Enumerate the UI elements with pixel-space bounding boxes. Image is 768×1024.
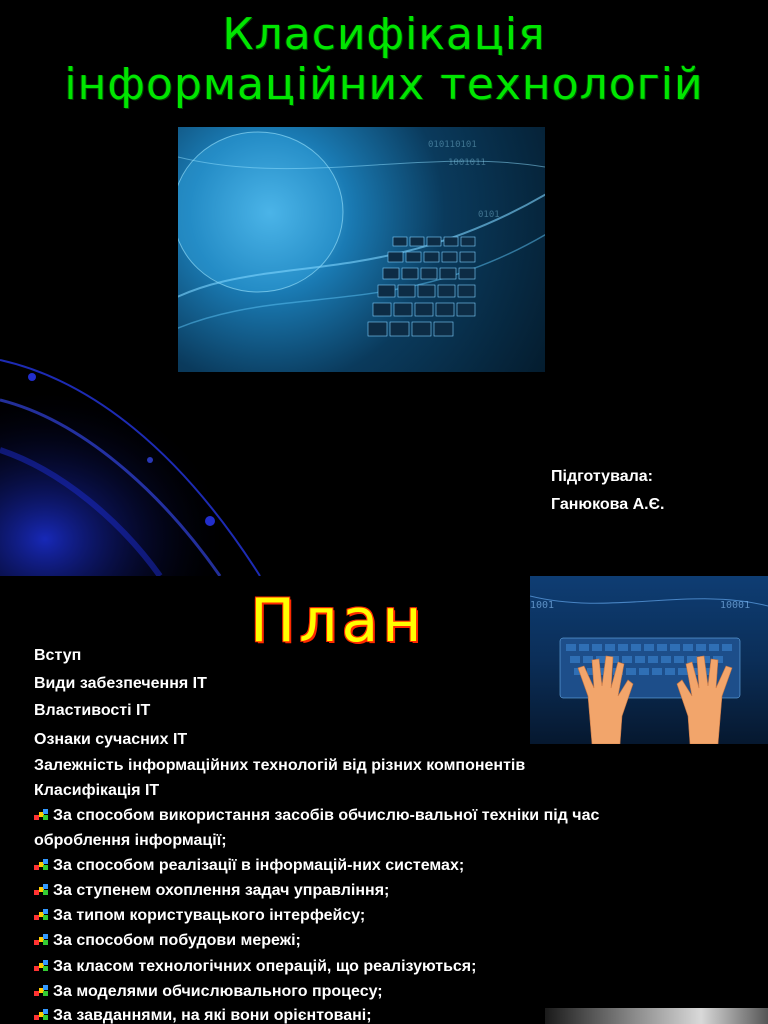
svg-text:0101: 0101 bbox=[478, 210, 500, 220]
globe-keyboard-image bbox=[178, 127, 545, 372]
author-name: Ганюкова А.Є. bbox=[551, 496, 665, 513]
prepared-by-label: Підготувала: bbox=[551, 468, 653, 485]
colored-blocks-bullet-icon bbox=[34, 934, 48, 946]
author-block bbox=[551, 463, 664, 519]
svg-text:1001011: 1001011 bbox=[448, 158, 486, 168]
svg-text:1001: 1001 bbox=[530, 600, 555, 611]
sub-list-item: За моделями обчислювального процесу; bbox=[34, 982, 383, 1002]
sub-list-item: За способом реалізації в інформацій-них системах; bbox=[34, 856, 464, 876]
list-item: Вступ bbox=[34, 647, 82, 664]
svg-text:10001: 10001 bbox=[720, 600, 751, 611]
plan-slide bbox=[0, 576, 768, 1024]
list-item: Властивості ІТ bbox=[34, 702, 151, 719]
sub-list-item: За типом користувацького інтерфейсу; bbox=[34, 906, 365, 926]
sub-list-item: За класом технологічних операцій, що реалізуються; bbox=[34, 957, 476, 977]
sub-list-item-continuation: оброблення інформації; bbox=[34, 832, 227, 849]
sub-list-item: За способом використання засобів обчислю-вальної техніки під час bbox=[34, 806, 599, 826]
hero-illustration bbox=[178, 127, 545, 372]
colored-blocks-bullet-icon bbox=[34, 859, 48, 871]
colored-blocks-bullet-icon bbox=[34, 809, 48, 821]
list-item: Ознаки сучасних ІТ bbox=[34, 731, 188, 748]
colored-blocks-bullet-icon bbox=[34, 884, 48, 896]
sub-list-item: За ступенем охоплення задач управління; bbox=[34, 881, 389, 901]
colored-blocks-bullet-icon bbox=[34, 909, 48, 921]
title-line-2: інформаційних технологій bbox=[64, 59, 704, 110]
plan-title: План bbox=[250, 586, 426, 656]
list-item: Види забезпечення ІТ bbox=[34, 675, 207, 692]
sub-list-item: За способом побудови мережі; bbox=[34, 931, 301, 951]
sub-list-item: За завданнями, на які вони орієнтовані; bbox=[34, 1006, 372, 1024]
list-item: Класифікація ІТ bbox=[34, 782, 160, 799]
title-line-1: Класифікація bbox=[222, 9, 546, 60]
svg-text:010110101: 010110101 bbox=[428, 140, 477, 150]
corner-image-fragment bbox=[545, 1008, 768, 1024]
hands-keyboard-image bbox=[530, 576, 768, 744]
colored-blocks-bullet-icon bbox=[34, 985, 48, 997]
plan-illustration bbox=[530, 576, 768, 744]
presentation-title bbox=[0, 10, 768, 110]
list-item: Залежність інформаційних технологій від різних компонентів bbox=[34, 757, 526, 774]
colored-blocks-bullet-icon bbox=[34, 1009, 48, 1021]
colored-blocks-bullet-icon bbox=[34, 960, 48, 972]
